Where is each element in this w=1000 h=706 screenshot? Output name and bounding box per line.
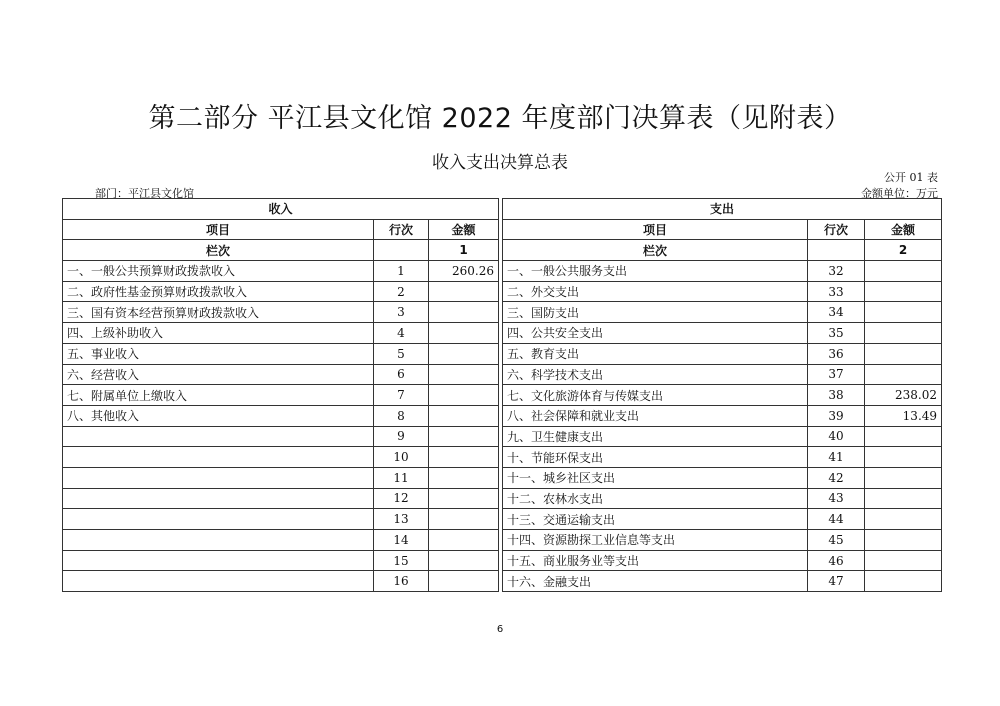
expense-item-cell: 十五、商业服务业等支出	[503, 550, 808, 571]
expense-amount-cell	[865, 550, 942, 571]
expense-amount-cell: 13.49	[865, 405, 942, 426]
income-row-number: 16	[374, 571, 429, 592]
income-item-cell: 二、政府性基金预算财政拨款收入	[63, 281, 374, 302]
income-item-cell: 七、附属单位上缴收入	[63, 385, 374, 406]
expense-section-header: 支出	[503, 199, 942, 220]
expense-item-cell: 八、社会保障和就业支出	[503, 405, 808, 426]
income-amount-header: 金额	[429, 219, 499, 240]
table-row	[63, 426, 942, 447]
expense-amount-cell	[865, 571, 942, 592]
table-row	[63, 405, 942, 426]
income-amount-cell	[429, 281, 499, 302]
income-amount-cell	[429, 467, 499, 488]
expense-amount-cell	[865, 302, 942, 323]
income-amount-cell	[429, 571, 499, 592]
income-item-cell	[63, 467, 374, 488]
column-header-row	[63, 219, 942, 240]
income-section-header: 收入	[63, 199, 499, 220]
expense-row-number: 33	[808, 281, 865, 302]
table-title: 收入支出决算总表	[432, 153, 568, 173]
table-row	[63, 509, 942, 530]
income-row-number: 9	[374, 426, 429, 447]
income-amount-cell	[429, 550, 499, 571]
expense-item-cell: 一、一般公共服务支出	[503, 261, 808, 282]
expense-amount-cell	[865, 343, 942, 364]
income-row-number: 12	[374, 488, 429, 509]
income-item-cell: 六、经营收入	[63, 364, 374, 385]
table-row	[63, 302, 942, 323]
expense-row-number: 36	[808, 343, 865, 364]
column-index-row	[63, 240, 942, 261]
expense-row-number: 39	[808, 405, 865, 426]
table-row	[63, 467, 942, 488]
income-amount-cell	[429, 488, 499, 509]
expense-amount-cell	[865, 426, 942, 447]
income-amount-cell	[429, 405, 499, 426]
income-row-number: 14	[374, 530, 429, 551]
income-item-header: 项目	[63, 219, 374, 240]
income-row-number: 13	[374, 509, 429, 530]
expense-row-header: 行次	[808, 219, 865, 240]
expense-item-cell: 十三、交通运输支出	[503, 509, 808, 530]
table-row	[63, 343, 942, 364]
expense-item-cell: 十六、金融支出	[503, 571, 808, 592]
income-row-number: 2	[374, 281, 429, 302]
table-row	[63, 571, 942, 592]
income-item-cell	[63, 447, 374, 468]
expense-item-cell: 二、外交支出	[503, 281, 808, 302]
table-row	[63, 281, 942, 302]
expense-amount-cell	[865, 447, 942, 468]
expense-item-cell: 三、国防支出	[503, 302, 808, 323]
income-row-header: 行次	[374, 219, 429, 240]
expense-row-number: 42	[808, 467, 865, 488]
expense-item-cell: 九、卫生健康支出	[503, 426, 808, 447]
expense-item-cell: 十一、城乡社区支出	[503, 467, 808, 488]
income-row-number: 1	[374, 261, 429, 282]
expense-amount-header: 金额	[865, 219, 942, 240]
expense-amount-cell	[865, 281, 942, 302]
income-row-number: 6	[374, 364, 429, 385]
income-item-cell: 三、国有资本经营预算财政拨款收入	[63, 302, 374, 323]
income-item-cell: 四、上级补助收入	[63, 323, 374, 344]
income-item-cell	[63, 426, 374, 447]
income-item-cell: 八、其他收入	[63, 405, 374, 426]
income-amount-cell	[429, 385, 499, 406]
expense-row-number: 45	[808, 530, 865, 551]
expense-amount-cell: 238.02	[865, 385, 942, 406]
income-amount-cell	[429, 426, 499, 447]
income-row-number: 4	[374, 323, 429, 344]
expense-item-cell: 十、节能环保支出	[503, 447, 808, 468]
expense-amount-cell	[865, 261, 942, 282]
table-row	[63, 550, 942, 571]
expense-item-header: 项目	[503, 219, 808, 240]
expense-row-number: 32	[808, 261, 865, 282]
income-index-label: 栏次	[63, 240, 374, 261]
expense-amount-cell	[865, 530, 942, 551]
income-row-number: 10	[374, 447, 429, 468]
income-item-cell	[63, 571, 374, 592]
income-amount-cell	[429, 530, 499, 551]
income-index-number: 1	[429, 240, 499, 261]
page-title: 第二部分 平江县文化馆 2022 年度部门决算表（见附表）	[148, 103, 852, 134]
department-label: 部门：平江县文化馆	[95, 187, 194, 200]
expense-row-number: 47	[808, 571, 865, 592]
income-item-cell	[63, 550, 374, 571]
income-row-number: 3	[374, 302, 429, 323]
income-item-cell	[63, 530, 374, 551]
income-row-number: 7	[374, 385, 429, 406]
income-item-cell	[63, 488, 374, 509]
expense-amount-cell	[865, 364, 942, 385]
income-item-cell: 五、事业收入	[63, 343, 374, 364]
table-row	[63, 530, 942, 551]
expense-amount-cell	[865, 467, 942, 488]
table-row	[63, 323, 942, 344]
expense-item-cell: 五、教育支出	[503, 343, 808, 364]
page-number: 6	[496, 624, 504, 635]
income-amount-cell	[429, 343, 499, 364]
form-number: 公开 01 表	[884, 171, 938, 184]
expense-item-cell: 四、公共安全支出	[503, 323, 808, 344]
income-amount-cell	[429, 302, 499, 323]
expense-row-number: 38	[808, 385, 865, 406]
income-row-number: 15	[374, 550, 429, 571]
expense-index-label: 栏次	[503, 240, 808, 261]
section-header-row	[63, 199, 942, 220]
expense-row-number: 43	[808, 488, 865, 509]
expense-row-number: 44	[808, 509, 865, 530]
table-row	[63, 261, 942, 282]
expense-row-number: 34	[808, 302, 865, 323]
expense-index-blank	[808, 240, 865, 261]
expense-row-number: 37	[808, 364, 865, 385]
expense-amount-cell	[865, 323, 942, 344]
expense-row-number: 46	[808, 550, 865, 571]
expense-row-number: 40	[808, 426, 865, 447]
income-item-cell: 一、一般公共预算财政拨款收入	[63, 261, 374, 282]
expense-row-number: 35	[808, 323, 865, 344]
expense-item-cell: 七、文化旅游体育与传媒支出	[503, 385, 808, 406]
expense-item-cell: 六、科学技术支出	[503, 364, 808, 385]
income-row-number: 5	[374, 343, 429, 364]
income-amount-cell: 260.26	[429, 261, 499, 282]
table-row	[63, 447, 942, 468]
income-amount-cell	[429, 323, 499, 344]
expense-index-number: 2	[865, 240, 942, 261]
income-index-blank	[374, 240, 429, 261]
table-row	[63, 385, 942, 406]
income-expense-table	[62, 198, 942, 592]
table-row	[63, 364, 942, 385]
income-amount-cell	[429, 364, 499, 385]
income-row-number: 11	[374, 467, 429, 488]
table-row	[63, 488, 942, 509]
expense-item-cell: 十四、资源勘探工业信息等支出	[503, 530, 808, 551]
expense-row-number: 41	[808, 447, 865, 468]
expense-amount-cell	[865, 509, 942, 530]
income-amount-cell	[429, 447, 499, 468]
expense-amount-cell	[865, 488, 942, 509]
income-item-cell	[63, 509, 374, 530]
income-amount-cell	[429, 509, 499, 530]
income-row-number: 8	[374, 405, 429, 426]
amount-unit-label: 金额单位：万元	[861, 187, 938, 200]
expense-item-cell: 十二、农林水支出	[503, 488, 808, 509]
